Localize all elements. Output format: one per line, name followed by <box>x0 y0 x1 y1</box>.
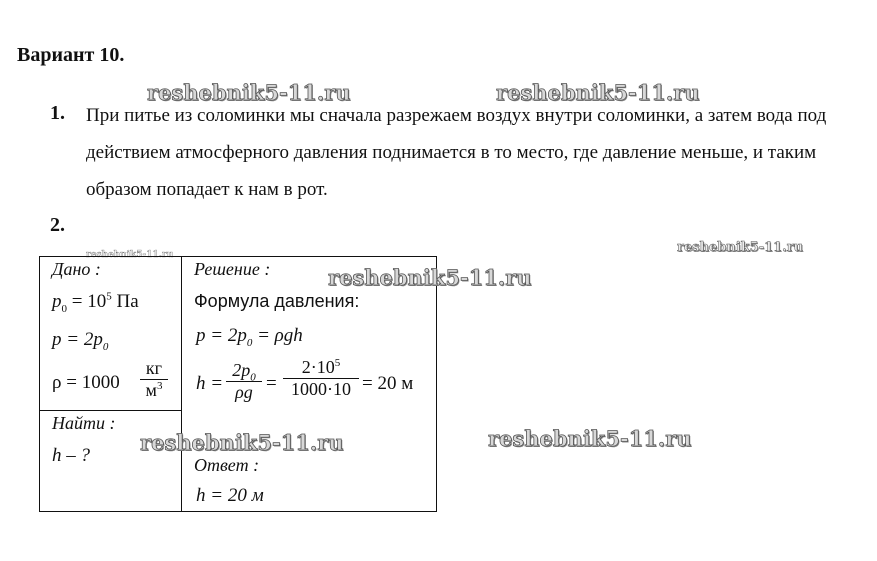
fraction: $\frac{2p_0}{\rho g}$ <box>226 360 262 403</box>
solution-label: Решение : <box>194 259 271 279</box>
equals-sign: = <box>266 373 277 394</box>
table-divider <box>181 256 182 511</box>
item-text: При питье из соломинки мы сначала разрежаем воздух внутри соломинки, а затем вода под действием атмосферного давления поднимается в то место, где давление меньше, и таким образом попадает к нам в рот. <box>86 105 827 200</box>
watermark: reshebnik5-11.ru <box>147 80 351 105</box>
formula-caption: Формула давления: <box>194 291 360 311</box>
fraction: $\frac{2\cdot 10^5}{1000\cdot 10}$ <box>283 357 359 400</box>
item-number: 1. <box>50 102 65 124</box>
solution-result: = 20 м <box>362 373 414 394</box>
solution-eq2-h: h = <box>196 373 224 394</box>
item-number: 2. <box>50 214 65 236</box>
given-rho: ρ = 1000 <box>52 372 120 393</box>
given-p0: $p_0 = 10^5$ Па <box>52 290 139 315</box>
watermark: reshebnik5-11.ru <box>328 265 532 290</box>
find-value: h – ? <box>52 445 90 466</box>
watermark: reshebnik5-11.ru <box>488 426 692 451</box>
rho-unit: кг $м^3$ <box>140 358 168 401</box>
given-p: $p = 2p_0$ <box>52 329 109 353</box>
find-label: Найти : <box>52 413 116 433</box>
watermark: reshebnik5-11.ru <box>86 250 174 260</box>
answer-label: Ответ : <box>194 455 260 475</box>
watermark: reshebnik5-11.ru <box>677 240 804 255</box>
table-divider <box>39 410 182 411</box>
page-title: Вариант 10. <box>17 44 125 66</box>
solution-eq1: $p = 2p_0 = \rho gh$ <box>196 325 303 349</box>
watermark: reshebnik5-11.ru <box>496 80 700 105</box>
watermark: reshebnik5-11.ru <box>140 430 344 455</box>
given-label: Дано : <box>52 259 101 279</box>
answer-value: h = 20 м <box>196 485 264 506</box>
